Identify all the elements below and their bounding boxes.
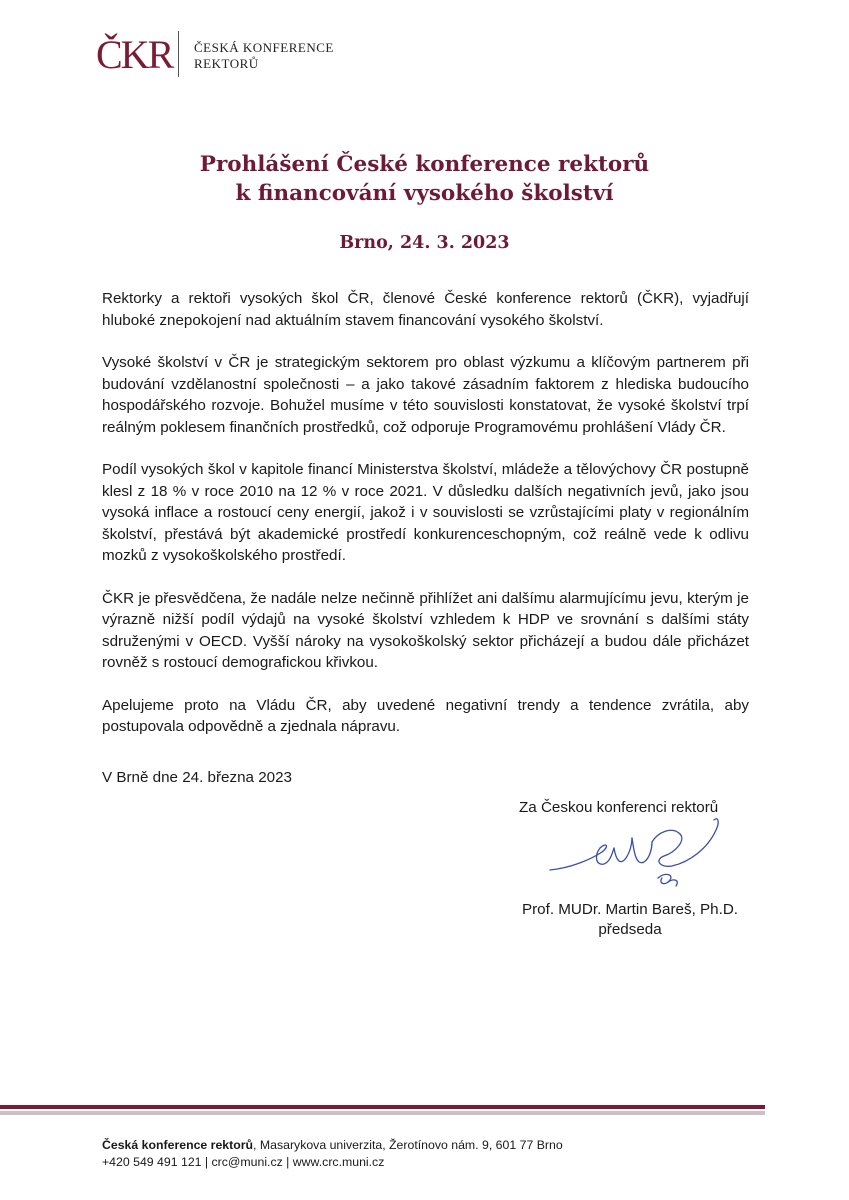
signatory-role: předseda bbox=[598, 921, 662, 938]
footer-rule-secondary bbox=[0, 1111, 765, 1115]
footer-org: Česká konference rektorů bbox=[102, 1138, 254, 1152]
title-line-1: Prohlášení České konference rektorů bbox=[199, 152, 650, 177]
document-title bbox=[0, 150, 849, 208]
signatory bbox=[470, 900, 790, 940]
footer-contacts: +420 549 491 121 | crc@muni.cz | www.crc.muni.cz bbox=[102, 1155, 385, 1169]
logo-line-1: ČESKÁ KONFERENCE bbox=[194, 40, 334, 55]
paragraph: Vysoké školství v ČR je strategickým sektorem pro oblast výzkumu a klíčovým partnerem při budování vzdělanostní společnosti – a jako takové zásadním faktorem z hlediska budoucího hospodářského rozvoje. Bohužel musíme v této souvislosti konstatovat, že vysoké školství trpí reálným poklesem finančních prostředků, což odporuje Programovému prohlášení Vlády ČR. bbox=[102, 354, 749, 436]
footer-address: , Masarykova univerzita, Žerotínovo nám. 9, 601 77 Brno bbox=[253, 1138, 563, 1152]
place-date: V Brně dne 24. března 2023 bbox=[102, 769, 292, 786]
signatory-name: Prof. MUDr. Martin Bareš, Ph.D. bbox=[521, 901, 739, 918]
logo-mark-text: ČKR bbox=[96, 32, 173, 77]
logo-text bbox=[194, 40, 334, 72]
handwritten-signature bbox=[540, 808, 740, 900]
footer-address-line bbox=[102, 1137, 563, 1154]
on-behalf-label: Za Českou konferenci rektorů bbox=[519, 799, 719, 816]
paragraph: Rektorky a rektoři vysokých škol ČR, členové České konference rektorů (ČKR), vyjadřují hluboké znepokojení nad aktuálním stavem financování vysokého školství. bbox=[102, 290, 749, 329]
footer bbox=[102, 1137, 563, 1171]
dateline: Brno, 24. 3. 2023 bbox=[339, 233, 510, 253]
paragraph: ČKR je přesvědčena, že nadále nelze nečinně přihlížet ani dalšímu alarmujícímu jevu, kterým je výrazně nižší podíl výdajů na vysoké školství vzhledem k HDP ve srovnání s dalšími státy sdruženými v OECD. Vyšší nároky na vysokoškolský sektor přicházejí a budou dále přicházet rovněž s rostoucí demografickou křivkou. bbox=[102, 589, 749, 671]
logo-divider bbox=[178, 31, 179, 77]
body-text bbox=[102, 288, 749, 759]
title-line-2: k financování vysokého školství bbox=[235, 181, 614, 206]
paragraph: Apelujeme proto na Vládu ČR, aby uvedené negativní trendy a tendence zvrátila, aby postupovala odpovědně a zjednala nápravu. bbox=[102, 696, 749, 735]
paragraph: Podíl vysokých škol v kapitole financí Ministerstva školství, mládeže a tělovýchovy ČR postupně klesl z 18 % v roce 2010 na 12 % v roce 2021. V důsledku dalších negativních jevů, jako jsou vysoká inflace a rostoucí ceny energií, jakož i v souvislosti se vzrůstajícími platy v regionálním školství, přestává být akademické prostředí konkurenceschopným, což reálně vede k odlivu mozků z vysokoškolského prostředí. bbox=[102, 461, 749, 564]
logo-line-2: REKTORŮ bbox=[194, 56, 259, 71]
footer-rule-primary bbox=[0, 1105, 765, 1109]
ckr-logo-mark bbox=[96, 30, 173, 80]
